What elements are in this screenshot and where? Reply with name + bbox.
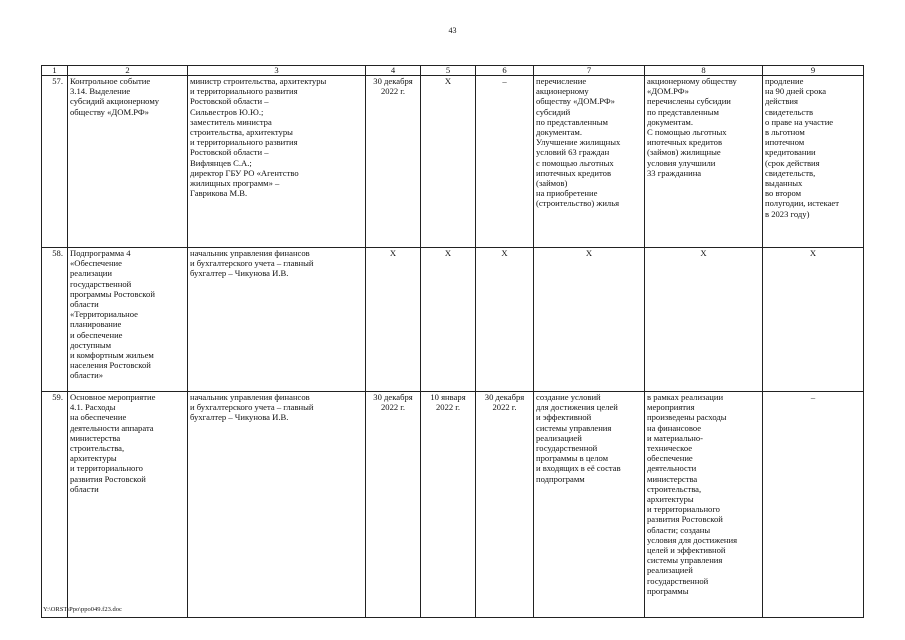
plan-end-date: 30 декабря 2022 г. bbox=[366, 392, 421, 618]
plan-end-date: 30 декабря 2022 г. bbox=[366, 76, 421, 248]
col-header-8: 8 bbox=[645, 66, 763, 76]
plan-end-date: Х bbox=[366, 248, 421, 392]
planned-result: перечисление акционерному обществу «ДОМ.РФ» субсидий по представленным документам. Улучшение жилищных условий 63 граждан с помощью льготных ипотечных кредитов (займов) на приобретение (строительство) жилья bbox=[534, 76, 645, 248]
col-header-1: 1 bbox=[42, 66, 68, 76]
fact-start-date: 10 января 2022 г. bbox=[421, 392, 476, 618]
table-row bbox=[42, 392, 864, 618]
fact-start-date: Х bbox=[421, 76, 476, 248]
row-number: 57. bbox=[42, 76, 68, 248]
reasons: Х bbox=[763, 248, 864, 392]
event-name: Подпрограмма 4 «Обеспечение реализации государственной программы Ростовской области «Территориальное планирование и обеспечение доступным и комфортным жильем населения Ростовской области» bbox=[68, 248, 188, 392]
row-number: 58. bbox=[42, 248, 68, 392]
responsible: министр строительства, архитектуры и территориального развития Ростовской области – Сильвестров Ю.Ю.; заместитель министра строительства, архитектуры и территориального развития Ростовской области – Вифлянцев С.А.; директор ГБУ РО «Агентство жилищных программ» – Гаврикова М.В. bbox=[188, 76, 366, 248]
table-row bbox=[42, 76, 864, 248]
event-name: Основное мероприятие 4.1. Расходы на обеспечение деятельности аппарата министерства строительства, архитектуры и территориального развития Ростовской области bbox=[68, 392, 188, 618]
planned-result: Х bbox=[534, 248, 645, 392]
col-header-7: 7 bbox=[534, 66, 645, 76]
actual-result: акционерному обществу «ДОМ.РФ» перечислены субсидии по представленным документам. С помощью льготных ипотечных кредитов (займов) жилищные условия улучшили 33 гражданина bbox=[645, 76, 763, 248]
row-number: 59. bbox=[42, 392, 68, 618]
fact-end-date: 30 декабря 2022 г. bbox=[476, 392, 534, 618]
reasons: – bbox=[763, 392, 864, 618]
reasons: продление на 90 дней срока действия свидетельств о праве на участие в льготном ипотечном кредитовании (срок действия свидетельств, выданных во втором полугодии, истекает в 2023 году) bbox=[763, 76, 864, 248]
report-table bbox=[41, 65, 864, 618]
responsible: начальник управления финансов и бухгалтерского учета – главный бухгалтер – Чикунова И.В. bbox=[188, 248, 366, 392]
file-path-footer: Y:\ORST\Ppo\ppo049.f23.doc bbox=[43, 606, 122, 613]
col-header-4: 4 bbox=[366, 66, 421, 76]
actual-result: Х bbox=[645, 248, 763, 392]
planned-result: создание условий для достижения целей и эффективной системы управления реализацией государственной программы в целом и входящих в её состав подпрограмм bbox=[534, 392, 645, 618]
col-header-5: 5 bbox=[421, 66, 476, 76]
event-name: Контрольное событие 3.14. Выделение субсидий акционерному обществу «ДОМ.РФ» bbox=[68, 76, 188, 248]
responsible: начальник управления финансов и бухгалтерского учета – главный бухгалтер – Чикунова И.В. bbox=[188, 392, 366, 618]
header-row bbox=[42, 66, 864, 76]
col-header-9: 9 bbox=[763, 66, 864, 76]
fact-end-date: Х bbox=[476, 248, 534, 392]
fact-start-date: Х bbox=[421, 248, 476, 392]
fact-end-date: – bbox=[476, 76, 534, 248]
page-number: 43 bbox=[448, 26, 457, 35]
actual-result: в рамках реализации мероприятия произведены расходы на финансовое и материально- техническое обеспечение деятельности министерства строительства, архитектуры и территориального развития Ростовской области; созданы условия для достижения целей и эффективной системы управления реализацией государственной программы bbox=[645, 392, 763, 618]
col-header-2: 2 bbox=[68, 66, 188, 76]
col-header-6: 6 bbox=[476, 66, 534, 76]
col-header-3: 3 bbox=[188, 66, 366, 76]
table-row bbox=[42, 248, 864, 392]
